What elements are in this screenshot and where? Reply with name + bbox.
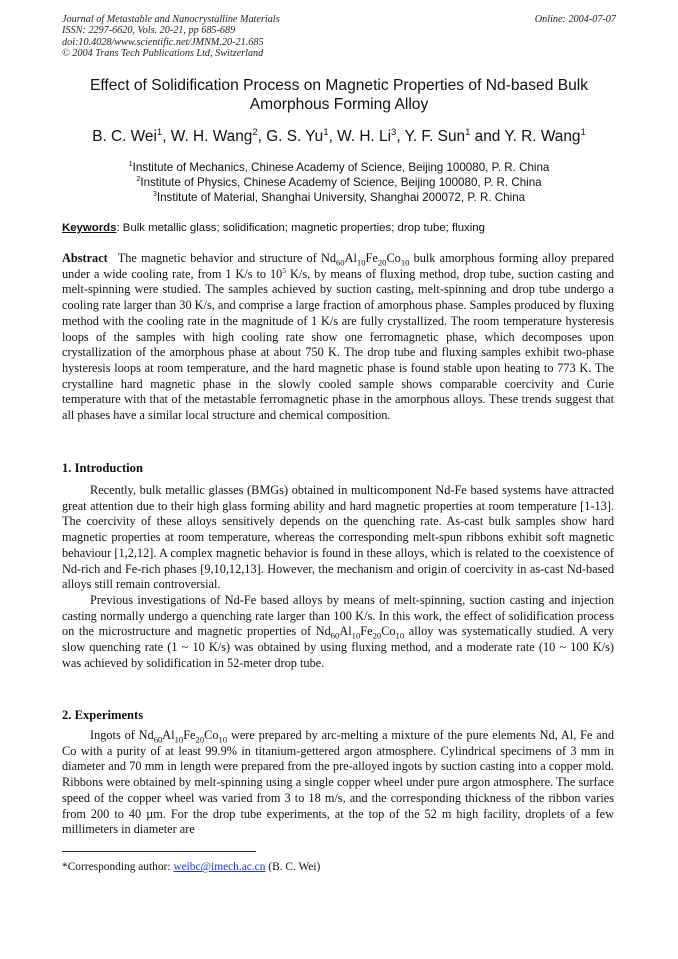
- journal-header: [62, 14, 616, 60]
- section-heading-introduction: 1. Introduction: [62, 461, 143, 475]
- author: W. H. Wang$^2$,: [170, 126, 267, 145]
- author: B. C. Wei$^1$,: [92, 126, 171, 145]
- experiments-body: [62, 728, 614, 838]
- paragraph: Recently, bulk metallic glasses (BMGs) obtained in multicomponent Nd-Fe based systems have attracted great attention due to their high glass forming ability and hard magnetic properties at room temperature [1-13]. The coercivity of these alloys sensitively depends on the quenching rate. As-cast bulk samples show hard magnetic properties at room temperature, whereas the corresponding melt-spun ribbons exhibit soft magnetic behaviour [1,2,12]. A complex magnetic behavior is found in these alloys, which is related to the coexistence of Nd-rich and Fe-rich phases [9,10,12,13]. However, the mechanism and origin of coercivity in as-cast Nd-based alloys still remain controversial.: [62, 483, 614, 592]
- title-line-2: Amorphous Forming Alloy: [249, 96, 429, 113]
- section-heading-experiments: 2. Experiments: [62, 708, 144, 722]
- affiliations: [40, 160, 638, 206]
- keywords: [62, 221, 618, 236]
- author-email-link[interactable]: weibc@imech.ac.cn: [173, 861, 266, 873]
- author: Y. R. Wang$^1$: [504, 126, 586, 145]
- affiliation: $^1$Institute of Mechanics, Chinese Academy of Science, Beijing 100080, P. R. China: [128, 159, 550, 174]
- affiliation: $^2$Institute of Physics, Chinese Academy of Science, Beijing 100080, P. R. China: [136, 174, 542, 190]
- online-date: Online: 2004-07-07: [534, 14, 616, 25]
- affiliation: $^3$Institute of Material, Shanghai University, Shanghai 200072, P. R. China: [152, 189, 526, 205]
- keywords-label: Keywords: [62, 222, 117, 234]
- author-list: [40, 127, 638, 147]
- footnote-divider: [62, 851, 256, 852]
- paragraph: Ingots of $Nd_{60}Al_{10}Fe_{20}Co_{10}$ were prepared by arc-melting a mixture of the pure elements Nd, Al, Fe and Co with a purity of at least 99.9% in titanium-gettered argon atmosphere. Cylindrical specimens of 3 mm in diameter and 70 mm in length were prepared from the pre-alloyed ingots by suction casting into a copper mold. Ribbons were obtained by melt-spinning using a single copper wheel under pure argon atmosphere. The surface speed of the copper wheel was varied from 3 to 18 m/s, and the corresponding thickness of the ribbon varies from 200 to 40 µm. For the drop tube experiments, at the top of the 52 m high facility, droplets of a few millimeters in diameter are: [62, 728, 614, 837]
- journal-copyright: © 2004 Trans Tech Publications Ltd, Switzerland: [62, 48, 264, 60]
- introduction-body: [62, 483, 614, 671]
- abstract: Abstract The magnetic behavior and structure of $Nd_{60}Al_{10}Fe_{20}Co_{10}$ bulk amorphous forming alloy prepared under a wide cooling rate, from 1 K/s to $10^5$ K/s, by means of fluxing method, drop tube, suction casting and melt-spinning were studied. The samples achieved by suction casting, melt-spinning and drop tube undergo a cooling rate larger than 30 K/s, and comprise a large fraction of amorphous phase. Samples produced by fluxing method with the cooling rate in the magnitude of 1 K/s are fully crystallized. The room temperature hysteresis loops of the samples with high cooling rate show one ferromagnetic phase, which decomposes upon crystallization of the amorphous phase at about 750 K. The drop tube and fluxing samples exhibit two-phase hysteresis loops at room temperature, and the hard magnetic phase is found stable upon heating to 773 K. The crystalline hard magnetic phase in the slowly cooled sample shows comparable coercivity and Curie temperature with that of the metastable ferromagnetic phase in the amorphous alloys. These trends suggest that all phases have a similar local structure and chemical composition.: [62, 251, 614, 423]
- journal-name: Journal of Metastable and Nanocrystalline Materials: [62, 14, 280, 25]
- keywords-text: : Bulk metallic glass; solidification; magnetic properties; drop tube; fluxing: [116, 222, 485, 234]
- journal-doi: doi:10.4028/www.scientific.net/JMNM.20-21.685: [62, 36, 264, 48]
- paper-title: [40, 76, 638, 114]
- author: W. H. Li$^3$,: [337, 126, 405, 145]
- abstract-label: Abstract: [62, 251, 108, 265]
- author: Y. F. Sun$^1$ and: [404, 126, 505, 145]
- footnote: *Corresponding author: weibc@imech.ac.cn (B. C. Wei): [62, 861, 321, 873]
- journal-issn: ISSN: 2297-6620, Vols. 20-21, pp 685-689: [62, 25, 236, 37]
- author: G. S. Yu$^1$,: [266, 126, 338, 145]
- title-line-1: Effect of Solidification Process on Magnetic Properties of Nd-based Bulk: [89, 77, 589, 94]
- paragraph: Previous investigations of Nd-Fe based alloys by means of melt-spinning, suction casting and injection casting normally undergo a quenching rate larger than 100 K/s. In this work, the effect of solidification process on the microstructure and magnetic properties of $Nd_{60}Al_{10}Fe_{20}Co_{10}$ alloy was systematically studied. A very slow quenching rate (1 ~ 10 K/s) was obtained by using fluxing method, and a moderate rate (10 ~ 100 K/s) was achieved by solidification in 52-meter drop tube.: [62, 592, 614, 670]
